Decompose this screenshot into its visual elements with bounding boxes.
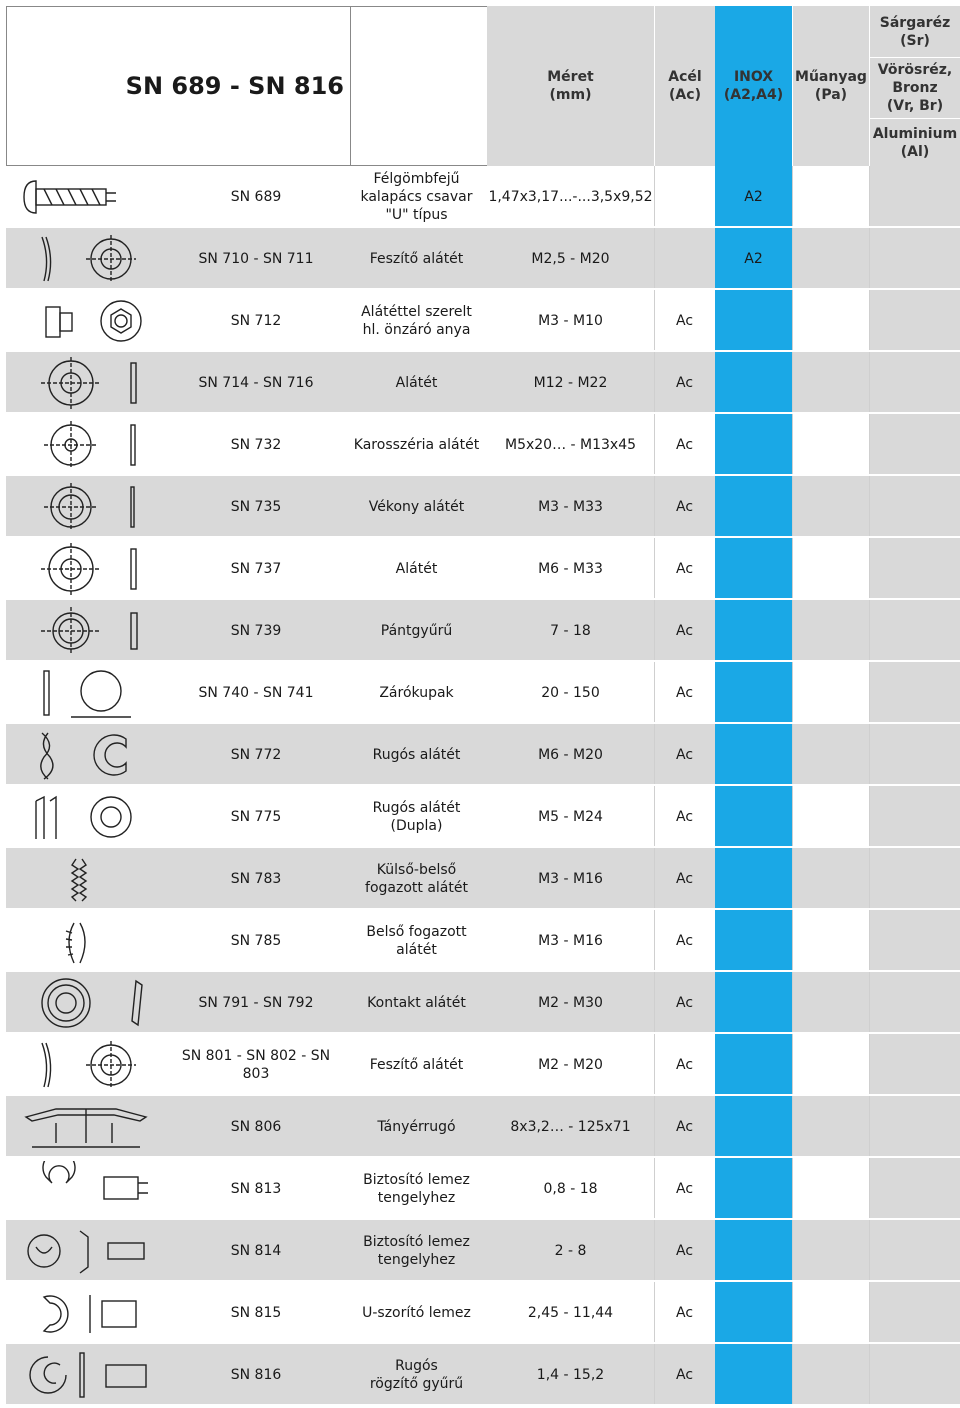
divider [792, 414, 793, 476]
part-size: M3 - M16 [487, 910, 654, 972]
metal-availability [869, 166, 960, 228]
table-row [6, 1220, 960, 1282]
plastic-availability [792, 414, 869, 476]
part-drawing [6, 786, 166, 848]
size-header-label: Méret (mm) [547, 69, 594, 103]
divider [654, 538, 655, 600]
part-drawing [6, 414, 166, 476]
steel-availability: Ac [654, 600, 715, 662]
inox-availability [715, 1096, 792, 1158]
divider [869, 1344, 870, 1406]
plastic-availability [792, 600, 869, 662]
inox-availability [715, 290, 792, 352]
part-code: SN 814 [230, 1243, 282, 1259]
hammer-screw-icon [11, 169, 161, 225]
divider [792, 538, 793, 600]
plastic-availability [792, 786, 869, 848]
steel-availability: Ac [654, 414, 715, 476]
divider [869, 1158, 870, 1220]
steel-availability [654, 166, 715, 228]
divider [792, 228, 793, 290]
inox-header-label: INOX (A2,A4) [723, 69, 784, 103]
divider [792, 1344, 793, 1406]
part-description: Rugós alátét (Dupla) [372, 800, 461, 834]
part-description: Tányérrugó [377, 1119, 456, 1135]
divider [654, 600, 655, 662]
part-code: SN 806 [230, 1119, 282, 1135]
table-row [6, 1158, 960, 1220]
table-row [6, 228, 960, 290]
table-row [6, 600, 960, 662]
plastic-availability [792, 538, 869, 600]
divider [869, 476, 870, 538]
inox-availability [715, 1344, 792, 1406]
part-code: SN 739 [230, 623, 282, 639]
metal-availability [869, 1220, 960, 1282]
plastic-availability [792, 1220, 869, 1282]
metal-availability [869, 910, 960, 972]
metal-availability [869, 352, 960, 414]
tension-washer-icon [11, 231, 161, 287]
part-drawing [6, 1096, 166, 1158]
part-code: SN 740 - SN 741 [198, 685, 314, 701]
steel-availability: Ac [654, 1344, 715, 1406]
divider [869, 972, 870, 1034]
table-row [6, 352, 960, 414]
divider [654, 1220, 655, 1282]
tension-washer-icon [11, 1037, 161, 1093]
plastic-header-label: Műanyag (Pa) [795, 69, 867, 103]
steel-availability: Ac [654, 972, 715, 1034]
part-size: M3 - M10 [487, 290, 654, 352]
plastic-availability [792, 1344, 869, 1406]
divider [792, 972, 793, 1034]
part-code: SN 816 [230, 1367, 282, 1383]
metal-availability [869, 662, 960, 724]
metal-availability [869, 724, 960, 786]
table-row [6, 1096, 960, 1158]
divider [654, 1344, 655, 1406]
steel-availability: Ac [654, 1220, 715, 1282]
part-drawing [6, 848, 166, 910]
thin-washer-icon [11, 479, 161, 535]
divider [792, 290, 793, 352]
steel-availability [654, 228, 715, 290]
plastic-header [792, 6, 869, 166]
part-size: M3 - M33 [487, 476, 654, 538]
metal-availability [869, 972, 960, 1034]
part-drawing [6, 476, 166, 538]
divider [869, 724, 870, 786]
plastic-availability [792, 228, 869, 290]
divider [792, 662, 793, 724]
divider [869, 600, 870, 662]
inox-availability: A2 [715, 228, 792, 290]
u-clip-icon [11, 1285, 161, 1341]
steel-availability: Ac [654, 352, 715, 414]
washer-icon [11, 541, 161, 597]
metal-availability [869, 1096, 960, 1158]
inox-availability [715, 1282, 792, 1344]
part-size: M2 - M30 [487, 972, 654, 1034]
steel-availability: Ac [654, 848, 715, 910]
washer-icon [11, 355, 161, 411]
retaining-plate-icon [11, 1223, 161, 1279]
divider [869, 166, 870, 228]
metal-availability [869, 1344, 960, 1406]
table-row [6, 1344, 960, 1406]
part-code: SN 714 - SN 716 [198, 375, 314, 391]
body-washer-icon [11, 417, 161, 473]
part-size: 1,47x3,17...-...3,5x9,52 [487, 166, 654, 228]
divider [792, 1096, 793, 1158]
inox-header [715, 6, 792, 166]
inox-availability [715, 476, 792, 538]
part-code: SN 791 - SN 792 [198, 995, 314, 1011]
steel-availability: Ac [654, 290, 715, 352]
inox-availability [715, 724, 792, 786]
part-size: M6 - M20 [487, 724, 654, 786]
part-size: 0,8 - 18 [487, 1158, 654, 1220]
part-drawing [6, 600, 166, 662]
part-size: M2 - M20 [487, 1034, 654, 1096]
divider [654, 910, 655, 972]
end-cap-icon [11, 665, 161, 721]
metal-availability [869, 1034, 960, 1096]
part-drawing [6, 910, 166, 972]
part-drawing [6, 352, 166, 414]
divider [792, 724, 793, 786]
divider [792, 910, 793, 972]
metal-availability [869, 290, 960, 352]
part-drawing [6, 1158, 166, 1220]
part-description: Külső-belső fogazott alátét [365, 862, 468, 896]
band-ring-icon [11, 603, 161, 659]
inox-availability [715, 600, 792, 662]
divider [792, 352, 793, 414]
part-description: Rugós alátét [372, 747, 461, 763]
metal-availability [869, 1158, 960, 1220]
part-code: SN 783 [230, 871, 282, 887]
divider [654, 786, 655, 848]
part-code: SN 737 [230, 561, 282, 577]
part-description: Rugós rögzítő gyűrű [369, 1358, 464, 1392]
divider [869, 290, 870, 352]
toothed-washer-icon [11, 851, 161, 907]
inox-availability [715, 848, 792, 910]
plastic-availability [792, 290, 869, 352]
inox-availability [715, 910, 792, 972]
divider [654, 290, 655, 352]
inox-availability [715, 662, 792, 724]
divider [792, 848, 793, 910]
part-size: 2 - 8 [487, 1220, 654, 1282]
part-code: SN 815 [230, 1305, 282, 1321]
divider [654, 476, 655, 538]
table-row [6, 166, 960, 228]
contact-washer-icon [11, 975, 161, 1031]
part-description: Pántgyűrű [380, 623, 453, 639]
steel-availability: Ac [654, 662, 715, 724]
divider [654, 1034, 655, 1096]
row-divider [6, 1404, 960, 1406]
metal-availability [869, 1282, 960, 1344]
part-code: SN 735 [230, 499, 282, 515]
part-drawing [6, 1220, 166, 1282]
part-code: SN 775 [230, 809, 282, 825]
divider [792, 476, 793, 538]
part-description: U-szorító lemez [362, 1305, 471, 1321]
part-description: Alátéttel szerelt hl. önzáró anya [361, 304, 472, 338]
part-description: Zárókupak [379, 685, 454, 701]
part-code: SN 801 - SN 802 - SN 803 [181, 1048, 331, 1082]
part-drawing [6, 228, 166, 290]
divider [869, 848, 870, 910]
inox-availability [715, 786, 792, 848]
divider [792, 166, 793, 228]
divider [654, 724, 655, 786]
part-drawing [6, 290, 166, 352]
part-size: 1,4 - 15,2 [487, 1344, 654, 1406]
divider [869, 662, 870, 724]
table-row [6, 1282, 960, 1344]
spring-washer-icon [11, 727, 161, 783]
part-description: Félgömbfejű kalapács csavar "U" típus [360, 171, 473, 223]
metal-availability [869, 476, 960, 538]
divider [654, 1282, 655, 1344]
part-code: SN 732 [230, 437, 282, 453]
part-size: 8x3,2… - 125x71 [487, 1096, 654, 1158]
divider [869, 1096, 870, 1158]
part-code: SN 813 [230, 1181, 282, 1197]
divider [654, 972, 655, 1034]
divider [792, 1158, 793, 1220]
steel-availability: Ac [654, 1096, 715, 1158]
divider [654, 414, 655, 476]
divider [792, 786, 793, 848]
divider [869, 786, 870, 848]
inox-availability [715, 538, 792, 600]
divider [869, 228, 870, 290]
metal-availability [869, 414, 960, 476]
part-description: Belső fogazott alátét [366, 924, 467, 958]
part-size: 2,45 - 11,44 [487, 1282, 654, 1344]
part-code: SN 712 [230, 313, 282, 329]
flange-nut-icon [11, 293, 161, 349]
page-title: SN 689 - SN 816 [6, 6, 351, 166]
table-row [6, 972, 960, 1034]
part-code: SN 710 - SN 711 [198, 251, 314, 267]
aluminium-header-label: Aluminium (Al) [872, 125, 958, 160]
part-description: Karosszéria alátét [353, 437, 480, 453]
steel-header [654, 6, 715, 166]
divider [654, 848, 655, 910]
part-drawing [6, 662, 166, 724]
part-size: 7 - 18 [487, 600, 654, 662]
part-description: Kontakt alátét [367, 995, 466, 1011]
part-drawing [6, 972, 166, 1034]
table-row [6, 662, 960, 724]
divider [869, 414, 870, 476]
divider [869, 1282, 870, 1344]
inox-availability [715, 352, 792, 414]
plastic-availability [792, 1096, 869, 1158]
plastic-availability [792, 972, 869, 1034]
part-description: Vékony alátét [368, 499, 465, 515]
steel-availability: Ac [654, 538, 715, 600]
steel-header-label: Acél (Ac) [668, 69, 702, 103]
table-row [6, 724, 960, 786]
divider [654, 228, 655, 290]
part-size: M6 - M33 [487, 538, 654, 600]
part-size: M3 - M16 [487, 848, 654, 910]
plastic-availability [792, 1034, 869, 1096]
plastic-availability [792, 724, 869, 786]
part-description: Feszítő alátét [369, 251, 464, 267]
part-drawing [6, 166, 166, 228]
metals-header [869, 6, 960, 166]
inox-availability: A2 [715, 166, 792, 228]
part-description: Alátét [395, 561, 438, 577]
retaining-clip-icon [11, 1161, 161, 1217]
part-code: SN 689 [230, 189, 282, 205]
plastic-availability [792, 662, 869, 724]
divider [654, 352, 655, 414]
plastic-availability [792, 352, 869, 414]
header-blank [351, 6, 487, 166]
divider [792, 600, 793, 662]
table-row [6, 290, 960, 352]
table-row [6, 476, 960, 538]
steel-availability: Ac [654, 1282, 715, 1344]
table-row [6, 786, 960, 848]
double-spring-washer-icon [11, 789, 161, 845]
part-description: Biztosító lemez tengelyhez [363, 1234, 470, 1268]
divider [869, 1220, 870, 1282]
divider [654, 1158, 655, 1220]
part-code: SN 772 [230, 747, 282, 763]
steel-availability: Ac [654, 1034, 715, 1096]
part-size: M5 - M24 [487, 786, 654, 848]
metal-availability [869, 600, 960, 662]
divider [654, 662, 655, 724]
copper-bronze-header-label: Vörösréz, Bronz (Vr, Br) [870, 58, 960, 119]
metal-availability [869, 228, 960, 290]
internal-toothed-washer-icon [11, 913, 161, 969]
part-drawing [6, 1034, 166, 1096]
part-description: Feszítő alátét [369, 1057, 464, 1073]
inox-availability [715, 1220, 792, 1282]
divider [869, 1034, 870, 1096]
snap-ring-icon [11, 1347, 161, 1403]
plastic-availability [792, 910, 869, 972]
part-size: M2,5 - M20 [487, 228, 654, 290]
plastic-availability [792, 1282, 869, 1344]
part-drawing [6, 538, 166, 600]
part-drawing [6, 1282, 166, 1344]
disc-spring-icon [11, 1099, 161, 1155]
steel-availability: Ac [654, 910, 715, 972]
part-size: 20 - 150 [487, 662, 654, 724]
part-description: Alátét [395, 375, 438, 391]
inox-availability [715, 972, 792, 1034]
plastic-availability [792, 1158, 869, 1220]
steel-availability: Ac [654, 786, 715, 848]
divider [869, 352, 870, 414]
inox-availability [715, 1158, 792, 1220]
part-description: Biztosító lemez tengelyhez [363, 1172, 470, 1206]
divider [792, 1282, 793, 1344]
table-row [6, 1034, 960, 1096]
divider [654, 166, 655, 228]
part-drawing [6, 1344, 166, 1406]
brass-header-label: Sárgaréz (Sr) [870, 6, 960, 58]
inox-availability [715, 1034, 792, 1096]
size-header [487, 6, 654, 166]
divider [869, 538, 870, 600]
inox-availability [715, 414, 792, 476]
part-code: SN 785 [230, 933, 282, 949]
plastic-availability [792, 166, 869, 228]
divider [654, 1096, 655, 1158]
divider [869, 910, 870, 972]
table-row [6, 414, 960, 476]
table-row [6, 848, 960, 910]
plastic-availability [792, 848, 869, 910]
steel-availability: Ac [654, 476, 715, 538]
table-row [6, 538, 960, 600]
table-row [6, 910, 960, 972]
part-drawing [6, 724, 166, 786]
divider [792, 1220, 793, 1282]
steel-availability: Ac [654, 724, 715, 786]
metal-availability [869, 786, 960, 848]
plastic-availability [792, 476, 869, 538]
metal-availability [869, 848, 960, 910]
part-size: M12 - M22 [487, 352, 654, 414]
steel-availability: Ac [654, 1158, 715, 1220]
part-size: M5x20… - M13x45 [487, 414, 654, 476]
metal-availability [869, 538, 960, 600]
divider [792, 1034, 793, 1096]
